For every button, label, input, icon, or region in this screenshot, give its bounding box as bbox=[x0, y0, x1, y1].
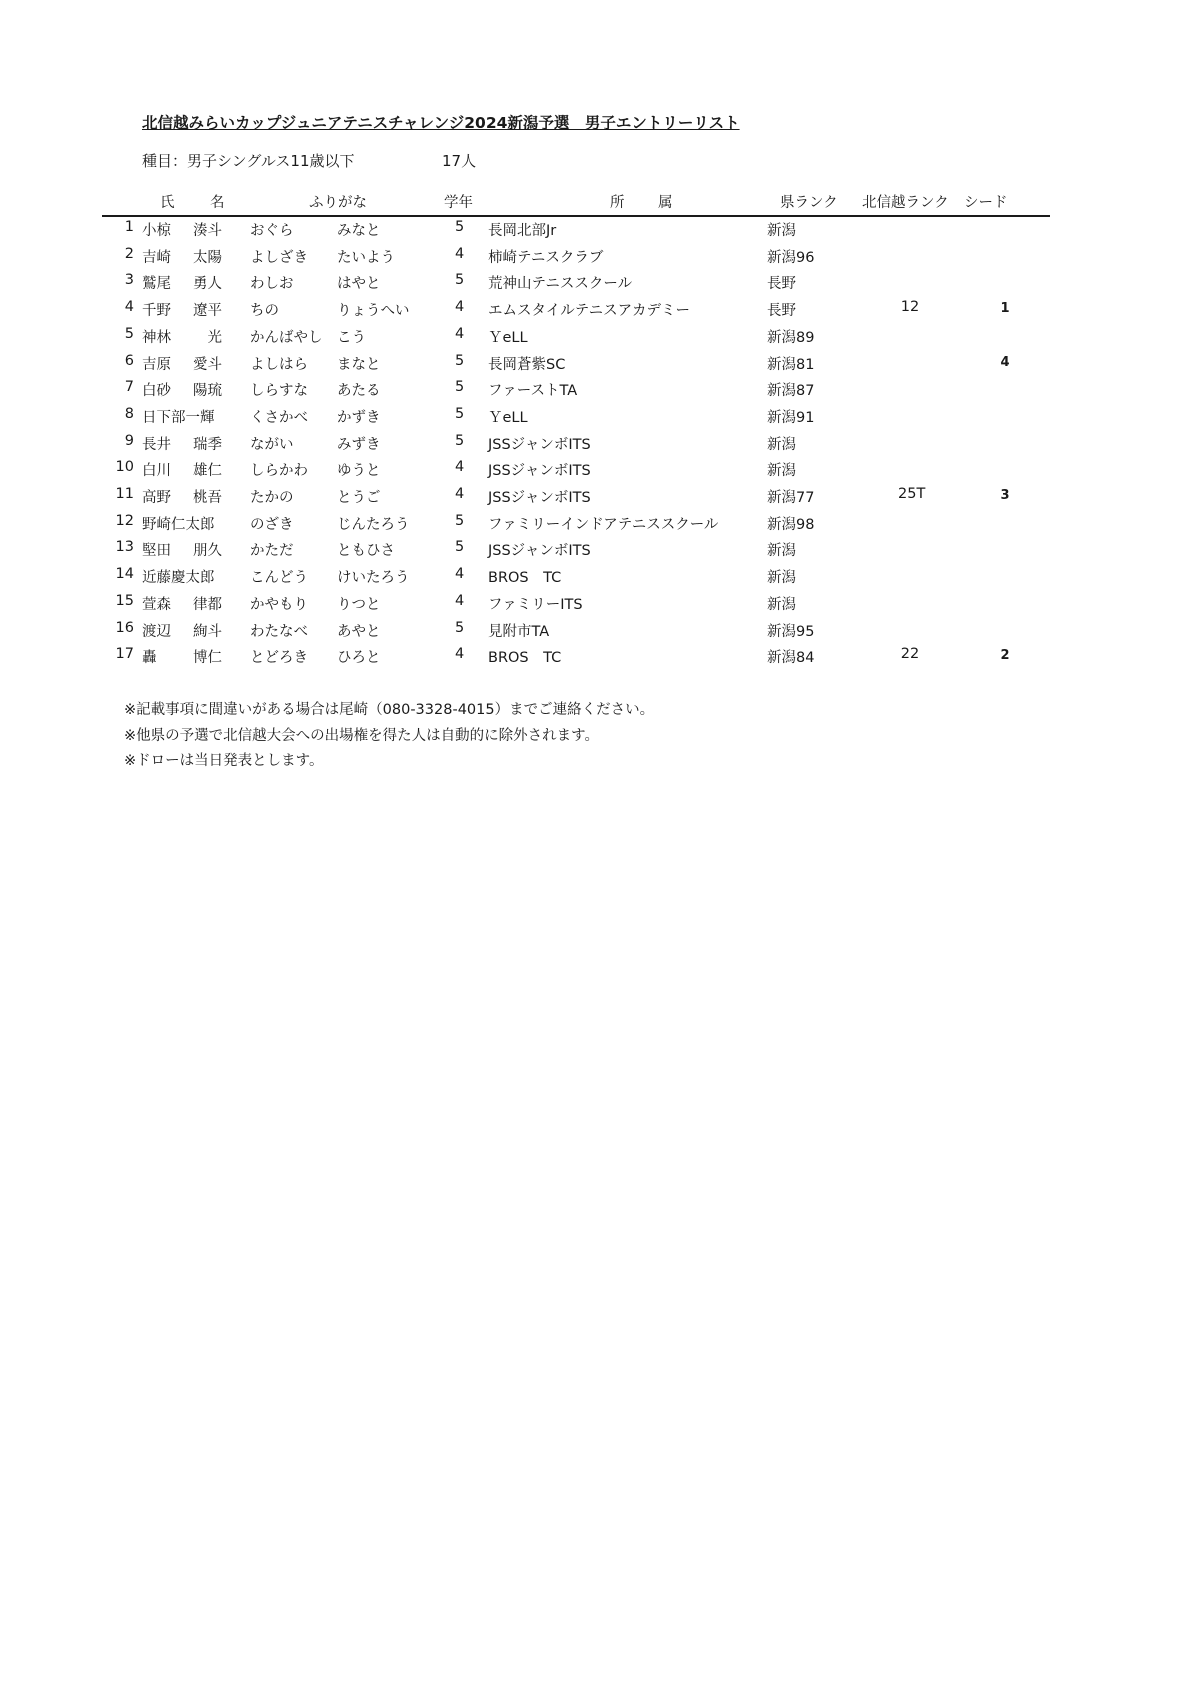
furigana-given-name: けいたろう bbox=[337, 570, 410, 587]
club: 見附市TA bbox=[488, 623, 550, 640]
row-number: 6 bbox=[124, 352, 134, 369]
table-row bbox=[0, 272, 1200, 298]
prefecture-rank: 長野 bbox=[767, 276, 796, 293]
player-given-name: 桃吾 bbox=[193, 490, 222, 506]
furigana-surname: わしお bbox=[250, 276, 294, 293]
grade: 4 bbox=[455, 646, 465, 663]
furigana-surname: おぐら bbox=[250, 223, 294, 239]
header-name-surname: 氏 bbox=[160, 195, 175, 211]
furigana-surname: かんばやし bbox=[250, 329, 323, 346]
table-row bbox=[0, 486, 1200, 512]
club: ファミリーITS bbox=[488, 596, 583, 613]
row-number: 16 bbox=[115, 619, 134, 636]
row-number: 5 bbox=[124, 325, 134, 342]
grade: 5 bbox=[455, 539, 465, 556]
prefecture-rank: 新潟95 bbox=[767, 623, 815, 640]
player-surname: 萱森 bbox=[142, 596, 171, 613]
seed: 1 bbox=[1000, 301, 1010, 317]
furigana-given-name: ともひさ bbox=[337, 543, 395, 560]
furigana-given-name: あやと bbox=[337, 623, 381, 640]
grade: 5 bbox=[455, 379, 465, 396]
furigana-given-name: りつと bbox=[337, 596, 381, 613]
row-number: 1 bbox=[124, 219, 134, 235]
table-row bbox=[0, 459, 1200, 485]
grade: 4 bbox=[455, 486, 465, 502]
furigana-given-name: あたる bbox=[337, 383, 381, 400]
furigana-surname: わたなべ bbox=[250, 623, 308, 640]
table-row bbox=[0, 219, 1200, 245]
header-grade: 学年 bbox=[444, 195, 473, 211]
player-surname: 渡辺 bbox=[142, 623, 171, 640]
note-line: ※記載事項に間違いがある場合は尾崎（080-3328-4015）までご連絡ください。 bbox=[124, 702, 655, 718]
prefecture-rank: 新潟 bbox=[767, 436, 796, 453]
club: JSSジャンボITS bbox=[488, 463, 591, 480]
furigana-given-name: みなと bbox=[337, 223, 381, 239]
seed: 2 bbox=[1000, 648, 1010, 664]
player-name: 近藤慶太郎 bbox=[142, 570, 215, 587]
furigana-surname: しらすな bbox=[250, 383, 308, 400]
club: 長岡蒼紫SC bbox=[488, 356, 566, 373]
grade: 5 bbox=[455, 272, 465, 289]
table-row bbox=[0, 406, 1200, 432]
player-surname: 堅田 bbox=[142, 543, 171, 560]
player-given-name: 瑞季 bbox=[193, 436, 222, 453]
table-row bbox=[0, 539, 1200, 565]
grade: 4 bbox=[455, 459, 465, 476]
prefecture-rank: 新潟84 bbox=[767, 650, 815, 667]
player-surname: 小椋 bbox=[142, 223, 171, 239]
prefecture-rank: 新潟 bbox=[767, 543, 796, 560]
row-number: 15 bbox=[115, 592, 134, 609]
player-given-name: 勇人 bbox=[193, 276, 222, 293]
furigana-given-name: みずき bbox=[337, 436, 381, 453]
hokushinetsu-rank: 22 bbox=[900, 646, 920, 663]
player-given-name: 太陽 bbox=[193, 249, 222, 266]
furigana-surname: ながい bbox=[250, 436, 294, 453]
furigana-given-name: とうご bbox=[337, 490, 381, 506]
prefecture-rank: 新潟 bbox=[767, 463, 796, 480]
grade: 5 bbox=[455, 219, 465, 235]
grade: 4 bbox=[455, 566, 465, 583]
header-club-1: 所 bbox=[610, 195, 625, 211]
row-number: 17 bbox=[115, 646, 134, 663]
furigana-surname: よしざき bbox=[250, 249, 308, 266]
player-given-name: 雄仁 bbox=[193, 463, 222, 480]
row-number: 2 bbox=[124, 245, 134, 262]
table-row bbox=[0, 353, 1200, 379]
club: ファーストTA bbox=[488, 383, 578, 400]
player-surname: 白砂 bbox=[142, 383, 171, 400]
prefecture-rank: 新潟 bbox=[767, 596, 796, 613]
hokushinetsu-rank: 12 bbox=[900, 299, 920, 316]
row-number: 11 bbox=[115, 486, 134, 502]
player-surname: 吉原 bbox=[142, 356, 171, 373]
furigana-surname: くさかべ bbox=[250, 409, 308, 426]
prefecture-rank: 新潟 bbox=[767, 223, 796, 239]
club: 長岡北部Jr bbox=[488, 223, 557, 239]
player-given-name: 絢斗 bbox=[193, 623, 222, 640]
player-name: 日下部一輝 bbox=[142, 409, 215, 426]
table-row bbox=[0, 513, 1200, 539]
player-surname: 白川 bbox=[142, 463, 171, 480]
table-row bbox=[0, 593, 1200, 619]
header-club-2: 属 bbox=[658, 195, 673, 211]
header-prefecture-rank: 県ランク bbox=[780, 195, 838, 211]
club: BROS TC bbox=[488, 650, 562, 667]
club: 荒神山テニススクール bbox=[488, 276, 633, 293]
header-furigana: ふりがな bbox=[309, 195, 367, 211]
row-number: 4 bbox=[124, 299, 134, 316]
furigana-given-name: ひろと bbox=[337, 650, 381, 667]
club: ファミリーインドアテニススクール bbox=[488, 516, 719, 533]
club: JSSジャンボITS bbox=[488, 436, 591, 453]
player-surname: 吉崎 bbox=[142, 249, 171, 266]
row-number: 8 bbox=[124, 405, 134, 422]
player-surname: 長井 bbox=[142, 436, 171, 453]
furigana-surname: こんどう bbox=[250, 570, 308, 587]
player-surname: 千野 bbox=[142, 303, 171, 320]
player-given-name: 愛斗 bbox=[193, 356, 222, 373]
table-row bbox=[0, 646, 1200, 672]
note-line: ※他県の予選で北信越大会への出場権を得た人は自動的に除外されます。 bbox=[124, 727, 599, 744]
furigana-surname: しらかわ bbox=[250, 463, 308, 480]
prefecture-rank: 新潟98 bbox=[767, 516, 815, 533]
grade: 5 bbox=[455, 619, 465, 636]
table-row bbox=[0, 326, 1200, 352]
player-given-name: 光 bbox=[207, 329, 222, 346]
table-row bbox=[0, 299, 1200, 325]
furigana-given-name: じんたろう bbox=[337, 516, 410, 533]
grade: 4 bbox=[455, 299, 465, 316]
furigana-given-name: たいよう bbox=[337, 249, 395, 266]
player-surname: 轟 bbox=[142, 650, 157, 667]
prefecture-rank: 長野 bbox=[767, 303, 796, 320]
header-rule bbox=[102, 215, 1050, 217]
row-number: 9 bbox=[124, 432, 134, 449]
club: JSSジャンボITS bbox=[488, 490, 591, 506]
prefecture-rank: 新潟 bbox=[767, 570, 796, 587]
club: エムスタイルテニスアカデミー bbox=[488, 303, 690, 320]
player-surname: 高野 bbox=[142, 490, 171, 506]
row-number: 7 bbox=[124, 379, 134, 396]
furigana-surname: ちの bbox=[250, 303, 279, 320]
furigana-surname: とどろき bbox=[250, 650, 308, 667]
header-hokushinetsu-rank: 北信越ランク bbox=[862, 195, 949, 211]
furigana-given-name: かずき bbox=[337, 409, 381, 426]
grade: 5 bbox=[455, 352, 465, 369]
prefecture-rank: 新潟87 bbox=[767, 383, 815, 400]
grade: 5 bbox=[455, 405, 465, 422]
player-surname: 神林 bbox=[142, 329, 171, 346]
furigana-surname: よしはら bbox=[250, 356, 308, 373]
player-given-name: 遼平 bbox=[193, 303, 222, 320]
seed: 4 bbox=[1000, 354, 1010, 370]
row-number: 14 bbox=[115, 566, 134, 583]
furigana-surname: のざき bbox=[250, 516, 294, 533]
seed: 3 bbox=[1000, 488, 1010, 503]
player-given-name: 博仁 bbox=[193, 650, 222, 667]
prefecture-rank: 新潟89 bbox=[767, 329, 815, 346]
club: ＹeLL bbox=[488, 409, 528, 426]
grade: 5 bbox=[455, 512, 465, 529]
note-line: ※ドローは当日発表とします。 bbox=[124, 753, 324, 769]
table-row bbox=[0, 379, 1200, 405]
table-row bbox=[0, 246, 1200, 272]
player-surname: 鷲尾 bbox=[142, 276, 171, 293]
player-given-name: 陽琉 bbox=[193, 383, 222, 400]
grade: 4 bbox=[455, 592, 465, 609]
club: ＹeLL bbox=[488, 329, 528, 346]
furigana-surname: かただ bbox=[250, 543, 294, 560]
header-name-given: 名 bbox=[210, 195, 225, 211]
event-category: 種目：男子シングルス11歳以下 bbox=[142, 152, 355, 170]
grade: 4 bbox=[455, 245, 465, 262]
player-given-name: 湊斗 bbox=[193, 223, 222, 239]
player-given-name: 律都 bbox=[193, 596, 222, 613]
row-number: 3 bbox=[124, 272, 134, 289]
furigana-given-name: こう bbox=[337, 329, 366, 346]
row-number: 13 bbox=[115, 539, 134, 556]
prefecture-rank: 新潟77 bbox=[767, 490, 815, 506]
entry-count: 17人 bbox=[442, 152, 477, 170]
table-row bbox=[0, 433, 1200, 459]
furigana-surname: たかの bbox=[250, 490, 294, 506]
furigana-given-name: まなと bbox=[337, 356, 381, 373]
prefecture-rank: 新潟91 bbox=[767, 409, 815, 426]
furigana-given-name: りょうへい bbox=[337, 303, 410, 320]
row-number: 12 bbox=[115, 512, 134, 529]
prefecture-rank: 新潟81 bbox=[767, 356, 815, 373]
row-number: 10 bbox=[115, 459, 134, 476]
player-name: 野崎仁太郎 bbox=[142, 516, 215, 533]
player-given-name: 朋久 bbox=[193, 543, 222, 560]
furigana-given-name: はやと bbox=[337, 276, 381, 293]
header-seed: シード bbox=[964, 195, 1008, 211]
grade: 5 bbox=[455, 432, 465, 449]
club: BROS TC bbox=[488, 570, 562, 587]
table-row bbox=[0, 566, 1200, 592]
table-row bbox=[0, 620, 1200, 646]
club: JSSジャンボITS bbox=[488, 543, 591, 560]
club: 柿崎テニスクラブ bbox=[488, 249, 604, 266]
furigana-given-name: ゆうと bbox=[337, 463, 381, 480]
grade: 4 bbox=[455, 325, 465, 342]
hokushinetsu-rank: 25T bbox=[898, 486, 926, 502]
furigana-surname: かやもり bbox=[250, 596, 308, 613]
document-title: 北信越みらいカップジュニアテニスチャレンジ2024新潟予選 男子エントリーリスト bbox=[142, 114, 740, 132]
prefecture-rank: 新潟96 bbox=[767, 249, 815, 266]
